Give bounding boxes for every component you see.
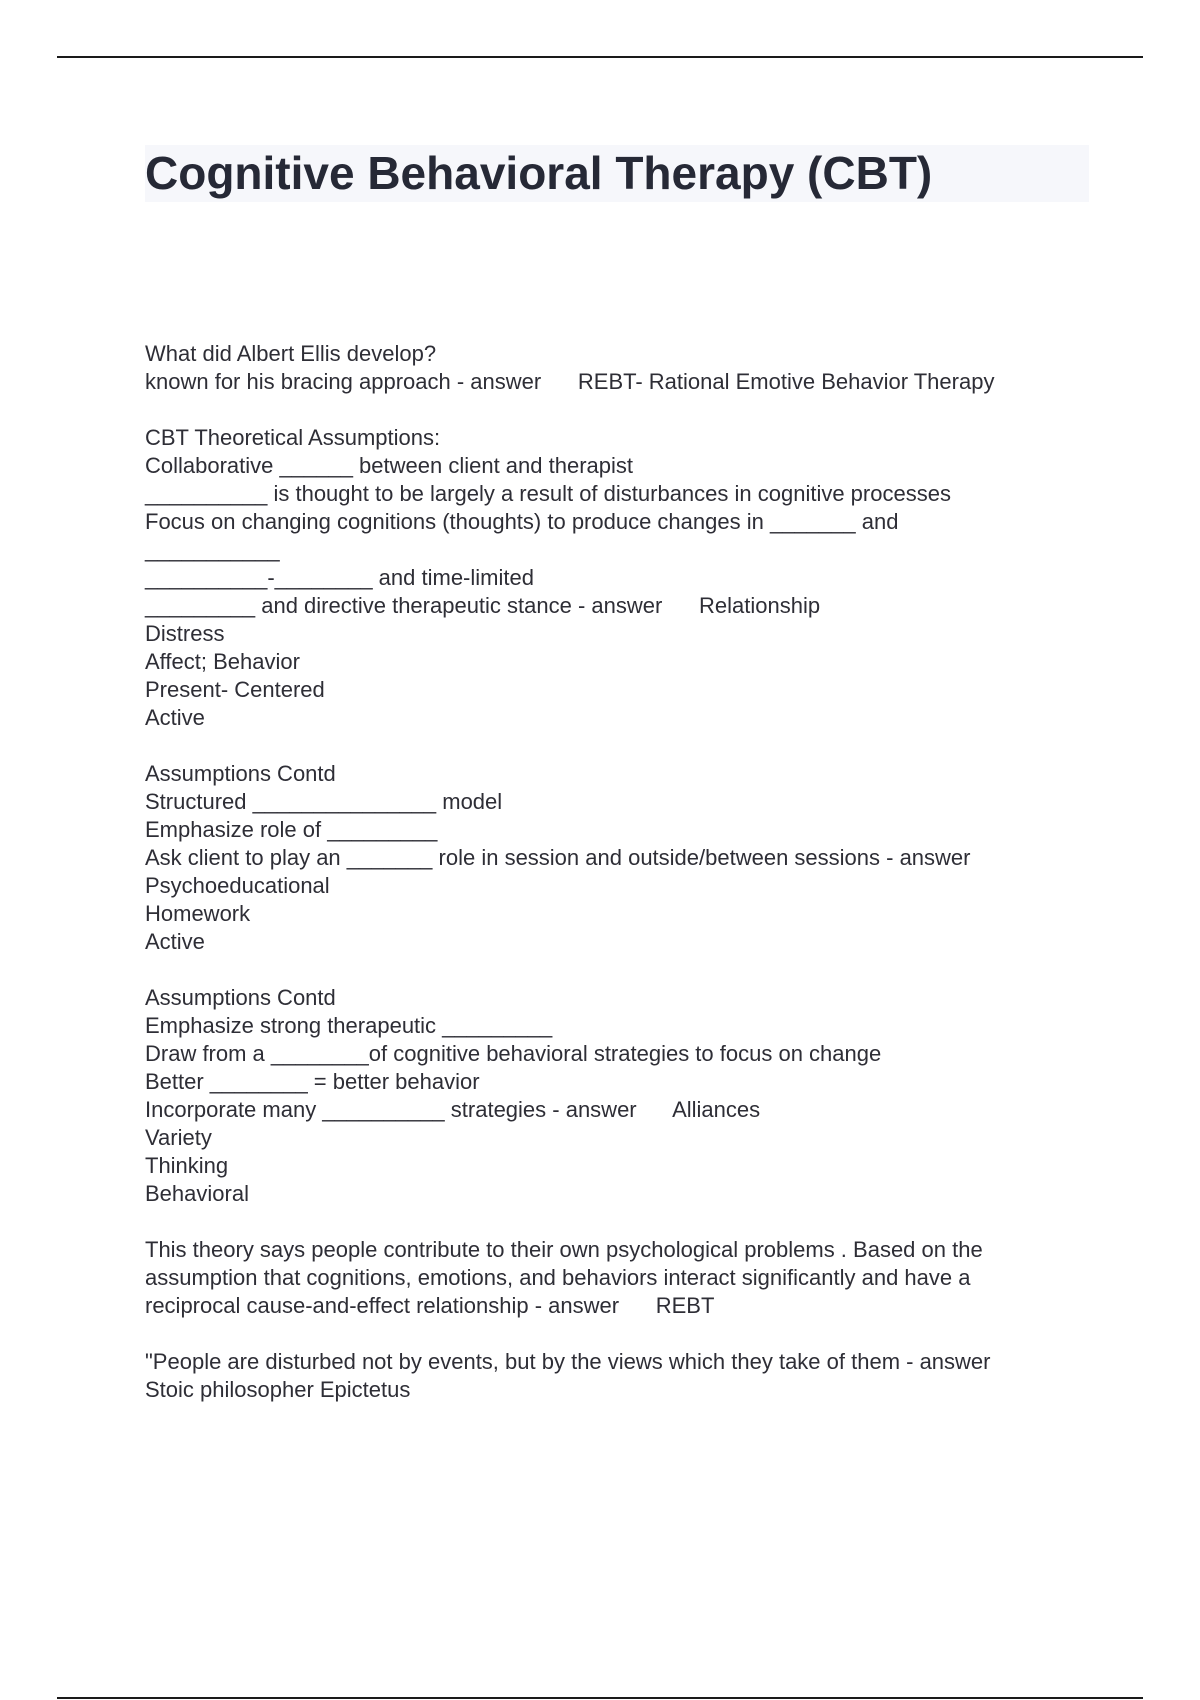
- card-line: Collaborative ______ between client and therapist: [145, 453, 633, 478]
- card-line: "People are disturbed not by events, but by the views which they take of them - answer: [145, 1349, 991, 1374]
- card-line: Active: [145, 705, 205, 730]
- flashcard-5: [145, 1236, 1095, 1320]
- card-line: Thinking: [145, 1153, 229, 1178]
- card-line: Psychoeducational: [145, 873, 330, 898]
- card-line: Incorporate many __________ strategies - answer Alliances: [145, 1097, 761, 1122]
- card-line: __________-________ and time-limited: [145, 565, 534, 590]
- card-line: ___________: [145, 537, 280, 562]
- card-line: Emphasize strong therapeutic _________: [145, 1013, 553, 1038]
- card-line: Assumptions Contd: [145, 985, 336, 1010]
- card-line: Ask client to play an _______ role in session and outside/between sessions - answer: [145, 845, 971, 870]
- card-line: Stoic philosopher Epictetus: [145, 1377, 411, 1402]
- card-line: __________ is thought to be largely a result of disturbances in cognitive processes: [145, 481, 951, 506]
- card-line: Assumptions Contd: [145, 761, 336, 786]
- flashcard-3: [145, 760, 1095, 956]
- flashcard-4: [145, 984, 1095, 1208]
- top-rule: [57, 56, 1143, 58]
- card-line: Structured _______________ model: [145, 789, 503, 814]
- card-line: _________ and directive therapeutic stance - answer Relationship: [145, 593, 821, 618]
- card-line: Behavioral: [145, 1181, 249, 1206]
- card-line: Better ________ = better behavior: [145, 1069, 480, 1094]
- card-line: CBT Theoretical Assumptions:: [145, 425, 441, 450]
- card-line: Emphasize role of _________: [145, 817, 438, 842]
- document-title: Cognitive Behavioral Therapy (CBT): [145, 147, 933, 199]
- card-line: Focus on changing cognitions (thoughts) to produce changes in _______ and: [145, 509, 899, 534]
- card-line: known for his bracing approach - answer REBT- Rational Emotive Behavior Therapy: [145, 369, 995, 394]
- card-line: Draw from a ________of cognitive behavioral strategies to focus on change: [145, 1041, 882, 1066]
- card-line: This theory says people contribute to their own psychological problems . Based on the: [145, 1237, 983, 1262]
- card-line: assumption that cognitions, emotions, and behaviors interact significantly and have a: [145, 1265, 971, 1290]
- card-line: Active: [145, 929, 205, 954]
- card-line: Distress: [145, 621, 225, 646]
- card-line: Present- Centered: [145, 677, 325, 702]
- flashcard-1: [145, 340, 1095, 396]
- card-line: Homework: [145, 901, 251, 926]
- flashcard-list: [145, 340, 1095, 1432]
- card-line: What did Albert Ellis develop?: [145, 341, 437, 366]
- flashcard-2: [145, 424, 1095, 732]
- card-line: Variety: [145, 1125, 212, 1150]
- bottom-rule: [57, 1697, 1143, 1699]
- card-line: Affect; Behavior: [145, 649, 300, 674]
- flashcard-6: [145, 1348, 1095, 1404]
- card-line: reciprocal cause-and-effect relationship - answer REBT: [145, 1293, 715, 1318]
